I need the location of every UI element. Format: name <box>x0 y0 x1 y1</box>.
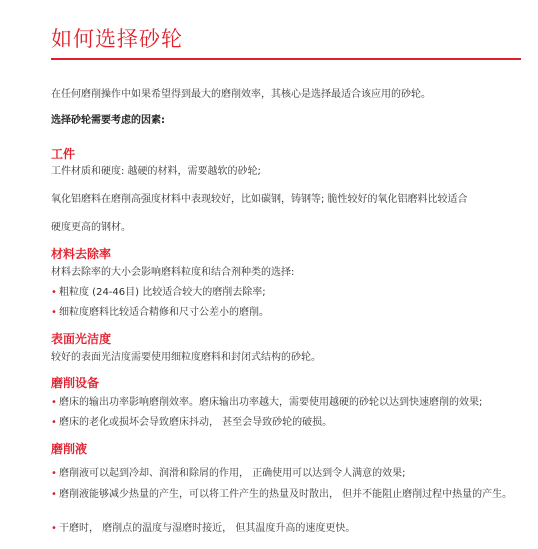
section-line: 硬度更高的钢材。 <box>51 222 131 233</box>
section-line: 材料去除率的大小会影响磨料粒度和结合剂种类的选择: <box>51 267 295 278</box>
bullet-dot-icon: • <box>51 287 57 298</box>
bullet-dot-icon: • <box>51 489 57 500</box>
bullet-item: • 细粒度磨料比较适合精修和尺寸公差小的磨削。 <box>51 307 269 318</box>
page-title: 如何选择砂轮 <box>51 27 183 51</box>
bullet-item: • 磨削液可以起到冷却、润滑和除屑的作用， 正确使用可以达到令人满意的效果; <box>51 468 406 479</box>
bullet-dot-icon: • <box>51 397 57 408</box>
bullet-dot-icon: • <box>51 468 57 479</box>
bullet-item: • 干磨时， 磨削点的温度与湿磨时接近， 但其温度升高的速度更快。 <box>51 523 356 534</box>
section-line: 氧化铝磨料在磨削高强度材料中表现较好，比如碳钢，铸钢等; 脆性较好的氧化铝磨料比较适合 <box>51 194 468 205</box>
section-line: 较好的表面光洁度需要使用细粒度磨料和封闭式结构的砂轮。 <box>51 352 321 363</box>
bullet-item: • 磨削液能够减少热量的产生，可以将工件产生的热量及时散出， 但并不能阻止磨削过程中热量的产生。 <box>51 489 513 500</box>
factors-heading: 选择砂轮需要考虑的因素: <box>51 115 165 126</box>
section-heading-workpiece: 工件 <box>51 147 76 161</box>
intro-paragraph: 在任何磨削操作中如果希望得到最大的磨削效率，其核心是选择最适合该应用的砂轮。 <box>51 89 431 100</box>
bullet-item: • 磨床的输出功率影响磨削效率。磨床输出功率越大，需要使用越硬的砂轮以达到快速磨削的效果; <box>51 397 483 408</box>
title-divider <box>51 58 521 60</box>
section-heading-equipment: 磨削设备 <box>51 376 100 390</box>
bullet-dot-icon: • <box>51 417 57 428</box>
section-heading-grinding-fluid: 磨削液 <box>51 442 88 456</box>
section-line: 工件材质和硬度: 越硬的材料，需要越软的砂轮; <box>51 166 261 177</box>
section-heading-removal-rate: 材料去除率 <box>51 247 112 261</box>
bullet-dot-icon: • <box>51 307 57 318</box>
section-heading-surface-finish: 表面光洁度 <box>51 332 112 346</box>
bullet-item: • 磨床的老化或损坏会导致磨床抖动， 甚至会导致砂轮的破损。 <box>51 417 333 428</box>
bullet-item: • 粗粒度 (24-46目) 比较适合较大的磨削去除率; <box>51 287 266 298</box>
bullet-dot-icon: • <box>51 523 57 534</box>
